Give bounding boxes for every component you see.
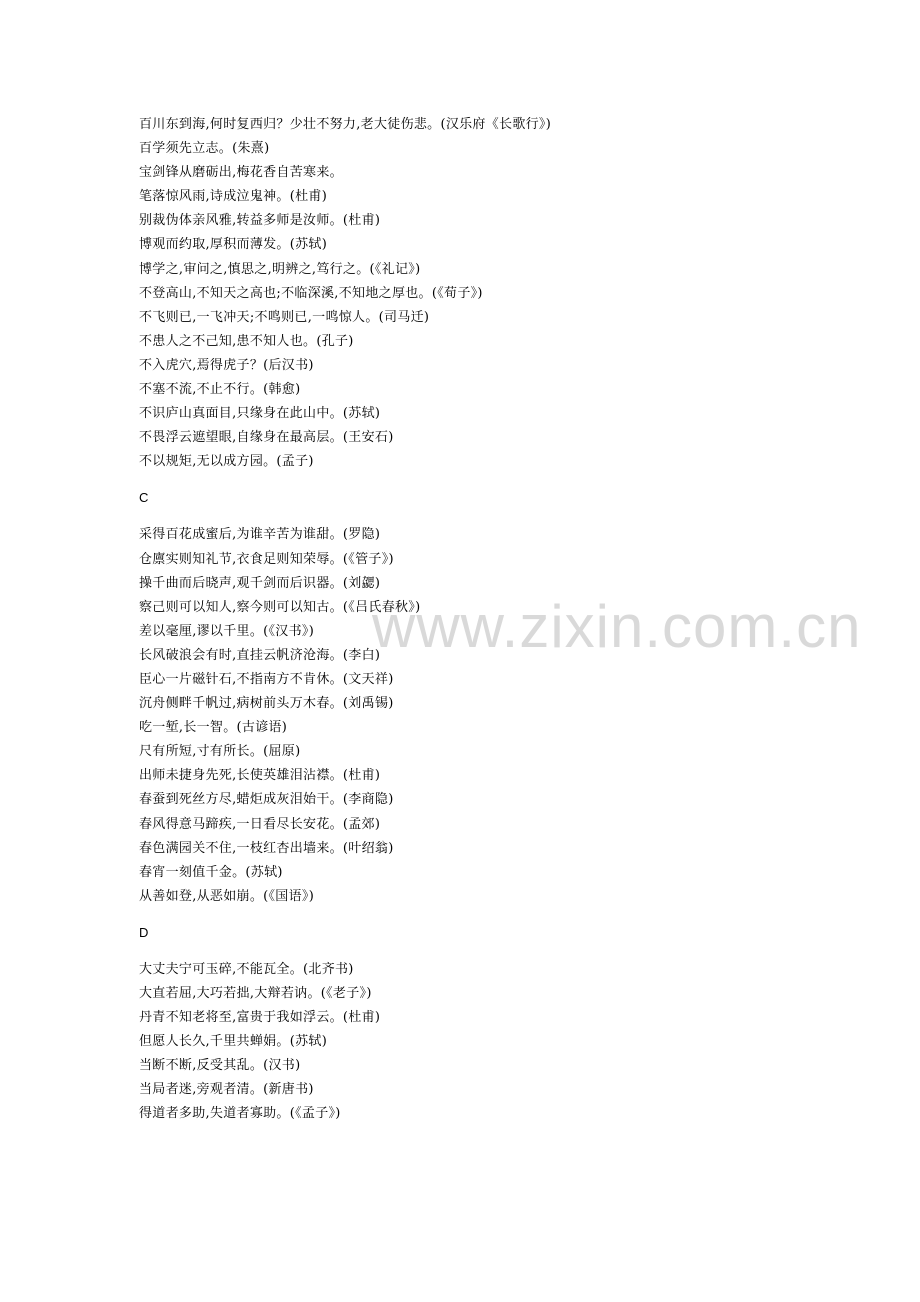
quote-line: 仓廪实则知礼节,衣食足则知荣辱。(《管子》) <box>139 551 394 567</box>
quote-line: 但愿人长久,千里共蝉娟。(苏轼) <box>139 1034 328 1050</box>
quote-line: 不飞则已,一飞冲天;不鸣则已,一鸣惊人。(司马迁) <box>139 309 430 325</box>
quote-line: 尺有所短,寸有所长。(屈原) <box>139 744 301 760</box>
quote-line: 不登高山,不知天之高也;不临深溪,不知地之厚也。(《荀子》) <box>139 285 483 301</box>
quote-line: 察己则可以知人,察今则可以知古。(《吕氏春秋》) <box>139 599 421 615</box>
quote-line: 吃一堑,长一智。(古谚语) <box>139 720 288 736</box>
quote-line: 春蚕到死丝方尽,蜡炬成灰泪始干。(李商隐) <box>139 792 394 808</box>
quote-line: 从善如登,从恶如崩。(《国语》) <box>139 888 315 904</box>
section-2 <box>139 921 839 1127</box>
quote-line: 别裁伪体亲风雅,转益多师是汝师。(杜甫) <box>139 213 381 229</box>
quote-line: 当局者迷,旁观者清。(新唐书) <box>139 1082 314 1098</box>
quote-line: 春风得意马蹄疾,一日看尽长安花。(孟郊) <box>139 816 381 832</box>
quote-line: 宝剑锋从磨砺出,梅花香自苦寒来。 <box>139 165 343 181</box>
section-letter-heading: C <box>139 490 149 506</box>
section-letter-heading: D <box>139 924 149 940</box>
quote-line: 沉舟侧畔千帆过,病树前头万木春。(刘禹锡) <box>139 696 394 712</box>
quote-line: 博观而约取,厚积而薄发。(苏轼) <box>139 237 328 253</box>
quote-line: 当断不断,反受其乱。(汉书) <box>139 1058 301 1074</box>
quote-line: 出师未捷身先死,长使英雄泪沾襟。(杜甫) <box>139 768 381 784</box>
quote-line: 得道者多助,失道者寡助。(《孟子》) <box>139 1106 341 1122</box>
quote-line: 不识庐山真面目,只缘身在此山中。(苏轼) <box>139 406 381 422</box>
quote-line: 臣心一片磁针石,不指南方不肯休。(文天祥) <box>139 671 394 687</box>
quote-line: 百川东到海,何时复西归？少壮不努力,老大徒伤悲。(汉乐府《长歌行》) <box>139 117 552 132</box>
section-0 <box>139 113 839 474</box>
quote-line: 百学须先立志。(朱熹) <box>139 141 270 157</box>
quote-line: 春宵一刻值千金。(苏轼) <box>139 864 283 880</box>
watermark: www.zixin.com.cn <box>372 593 862 660</box>
quote-line: 不入虎穴,焉得虎子？(后汉书) <box>139 357 314 373</box>
section-1 <box>139 486 839 909</box>
quote-line: 大直若屈,大巧若拙,大辩若讷。(《老子》) <box>139 986 372 1001</box>
quote-line: 操千曲而后晓声,观千剑而后识器。(刘勰) <box>139 575 381 591</box>
quote-line: 不畏浮云遮望眼,自缘身在最高层。(王安石) <box>139 430 394 446</box>
quote-line: 不以规矩,无以成方园。(孟子) <box>139 454 314 470</box>
quote-line: 长风破浪会有时,直挂云帆济沧海。(李白) <box>139 647 381 663</box>
quote-line: 笔落惊风雨,诗成泣鬼神。(杜甫) <box>139 189 328 205</box>
quote-line: 博学之,审问之,慎思之,明辨之,笃行之。(《礼记》) <box>139 261 421 277</box>
quote-list <box>139 113 839 1127</box>
quote-line: 不患人之不己知,患不知人也。(孔子) <box>139 333 354 349</box>
quote-line: 丹青不知老将至,富贵于我如浮云。(杜甫) <box>139 1010 381 1026</box>
quote-line: 差以毫厘,谬以千里。(《汉书》) <box>139 623 315 639</box>
quote-line: 春色满园关不住,一枝红杏出墙来。(叶绍翁) <box>139 840 394 856</box>
quote-line: 大丈夫宁可玉碎,不能瓦全。(北齐书) <box>139 961 354 977</box>
quote-line: 采得百花成蜜后,为谁辛苦为谁甜。(罗隐) <box>139 527 381 543</box>
quote-line: 不塞不流,不止不行。(韩愈) <box>139 382 301 398</box>
